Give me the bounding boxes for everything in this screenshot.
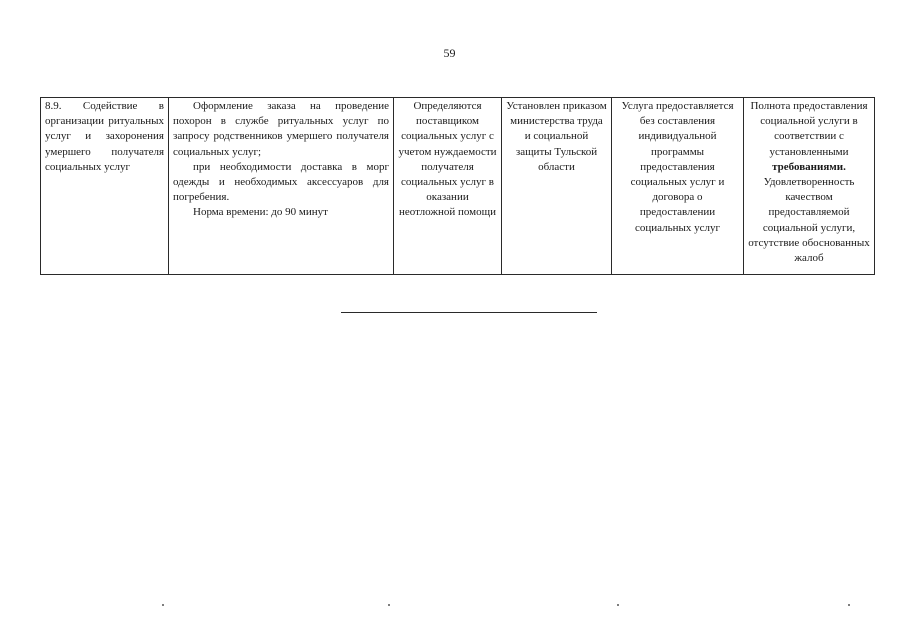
table-row [41,98,875,275]
service-item-text: 8.9. Содействие в организации ритуальных услуг и захоронения умершего получателя социальных услуг [45,100,164,173]
social-services-table [40,97,875,275]
description-paragraph: при необходимости доставка в морг одежды и необходимых аксессуаров для погребения. [173,160,389,204]
scan-speck [848,604,850,606]
time-norm-paragraph: Норма времени: до 90 минут [193,206,328,219]
quality-text-part1: Полнота предоставления социальной услуги в соответствии с установленными [750,100,868,158]
description-paragraph: Оформление заказа на проведение похорон в службе ритуальных услуг по запросу родственников умершего получателя социальных услуг; [173,100,389,158]
scan-speck [617,604,619,606]
service-tariff-cell [502,98,612,275]
quality-text-bold: требованиями. [772,160,846,173]
service-item-cell [41,98,169,275]
scan-speck [388,604,390,606]
end-separator-line [341,312,597,313]
service-conditions-cell [612,98,744,275]
page-number: 59 [443,46,456,60]
service-volume-cell [394,98,502,275]
quality-text-part2: Удовлетворенность качеством предоставляемой социальной услуги, отсутствие обоснованных жалоб [748,176,870,265]
service-conditions-text: Услуга предоставляется без составления индивидуальной программы предоставления социальных услуг и договора о предоставлении социальных услуг [621,100,734,234]
service-description-cell [169,98,394,275]
service-volume-text: Определяются поставщиком социальных услуг с учетом нуждаемости получателя социальных услуг в оказании неотложной помощи [398,100,497,219]
service-tariff-text: Установлен приказом министерства труда и социальной защиты Тульской области [506,100,607,173]
service-quality-cell [744,98,875,275]
scan-speck [162,604,164,606]
